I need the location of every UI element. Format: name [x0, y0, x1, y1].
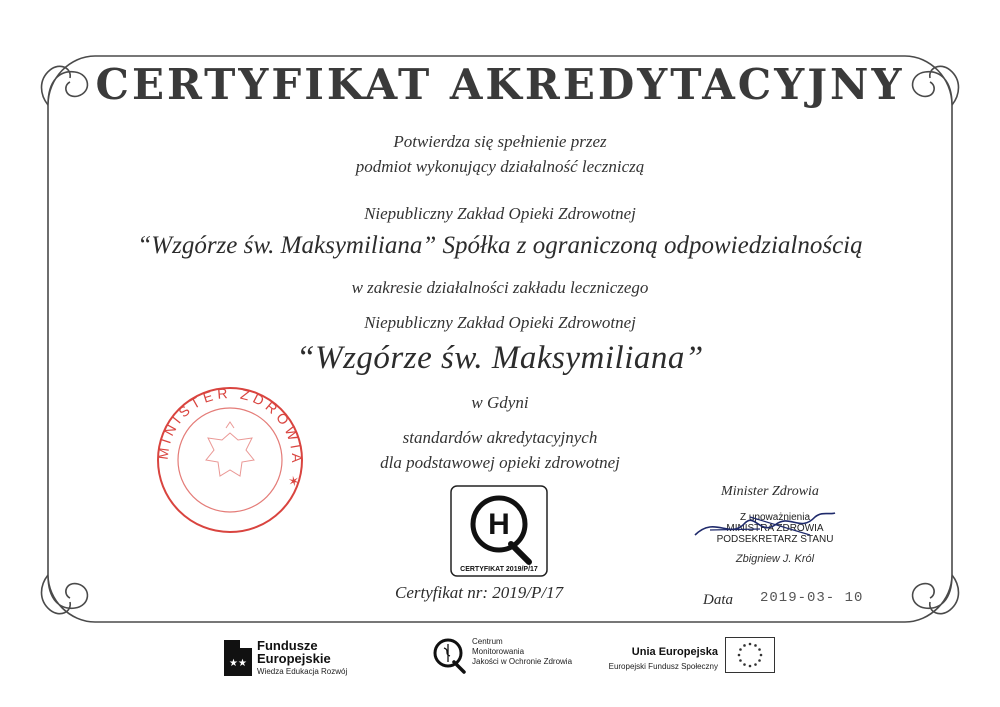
city-line: w Gdyni: [471, 393, 529, 412]
fundusze-line-2: Europejskie: [257, 651, 331, 666]
fundusze-europejskie-name: [257, 639, 377, 665]
entity-type-line: Niepubliczny Zakład Opieki Zdrowotnej: [364, 204, 636, 223]
date-label: Data: [703, 592, 733, 608]
eu-flag-star: [758, 648, 761, 651]
care-type-line: dla podstawowej opieki zdrowotnej: [380, 453, 620, 472]
stamp-line-2: MINISTRA ZDROWIA: [726, 523, 824, 534]
svg-text:MINISTER ZDROWIA ✶: [155, 385, 305, 493]
unia-europejska-subtitle: Europejski Fundusz Społeczny: [608, 662, 718, 671]
eu-flag-star: [749, 643, 752, 646]
svg-text:★★: ★★: [229, 658, 247, 669]
stamp-line-3: PODSEKRETARZ STANU: [716, 534, 834, 545]
eu-flag-star: [743, 663, 746, 666]
eu-flag-star: [754, 663, 757, 666]
certificate-number: Certyfikat nr: 2019/P/17: [395, 583, 564, 602]
centrum-monitorowania-logo-icon: [432, 636, 468, 674]
eu-flag-star: [760, 654, 763, 657]
minister-title: Minister Zdrowia: [721, 484, 819, 499]
centrum-line-2: Monitorowania: [472, 647, 525, 656]
stamp-text: MINISTER ZDROWIA ✶: [154, 384, 306, 493]
eu-flag-star: [739, 659, 742, 662]
centrum-line-3: Jakości w Ochronie Zdrowia: [472, 657, 573, 666]
date-value: 2019-03- 10: [760, 590, 864, 606]
confirmation-line-2: podmiot wykonujący działalność leczniczą: [355, 157, 645, 176]
standards-line: standardów akredytacyjnych: [402, 428, 598, 447]
unia-europejska-name: Unia Europejska: [631, 646, 718, 658]
entity-name: “Wzgórze św. Maksymiliana” Spółka z ograniczoną odpowiedzialnością: [137, 232, 863, 259]
eu-flag-icon: [725, 637, 775, 673]
facility-type-line: Niepubliczny Zakład Opieki Zdrowotnej: [364, 313, 636, 332]
stamp-line-1: Z upoważnienia: [739, 512, 811, 523]
signatory-name: Zbigniew J. Król: [735, 553, 815, 565]
ministry-round-stamp: [148, 378, 313, 543]
eu-flag-star: [738, 654, 741, 657]
accreditation-q-logo: [449, 484, 549, 578]
eu-flag-star: [749, 665, 752, 668]
facility-name: “Wzgórze św. Maksymiliana”: [296, 340, 704, 376]
scope-line: w zakresie działalności zakładu leczniczego: [351, 278, 649, 297]
fundusze-subtitle: Wiedza Edukacja Rozwój: [257, 667, 348, 676]
centrum-monitorowania-name: [472, 637, 592, 667]
svg-text:H: H: [488, 508, 510, 541]
fundusze-europejskie-logo-icon: [222, 638, 254, 678]
eu-flag-star: [743, 644, 746, 647]
handwritten-signature: [690, 505, 840, 545]
eu-flag-star: [754, 644, 757, 647]
centrum-line-1: Centrum: [472, 637, 503, 646]
certificate-title: CERTYFIKAT AKREDYTACYJNY: [95, 60, 905, 109]
eu-flag-star: [758, 659, 761, 662]
q-logo-caption: CERTYFIKAT 2019/P/17: [460, 566, 538, 573]
fundusze-line-1: Fundusze: [257, 638, 318, 653]
confirmation-line-1: Potwierdza się spełnienie przez: [393, 132, 607, 151]
eu-flag-star: [739, 648, 742, 651]
